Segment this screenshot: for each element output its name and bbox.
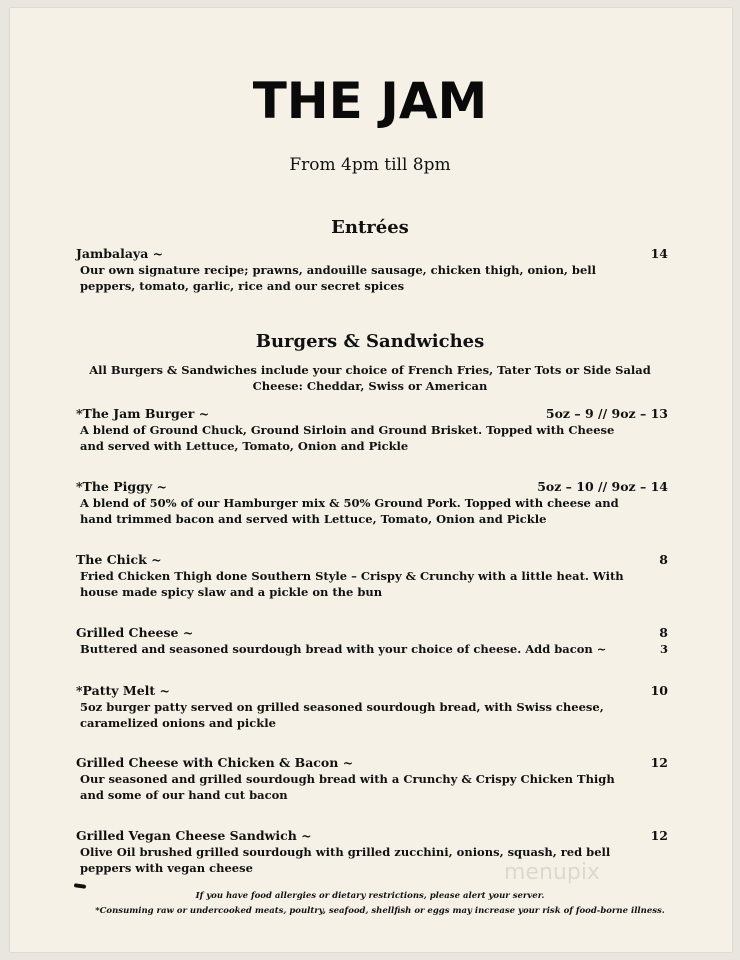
item-price: 5oz – 9 // 9oz – 13 — [545, 406, 668, 421]
item-name: Grilled Vegan Cheese Sandwich ~ — [76, 828, 312, 843]
burgers-heading: Burgers & Sandwiches — [255, 331, 485, 352]
burgers-note-sides: All Burgers & Sandwiches include your choice of French Fries, Tater Tots or Side Salad — [89, 363, 651, 377]
item-description: 5oz burger patty served on grilled seasoned sourdough bread, with Swiss cheese, caramelized onions and pickle — [80, 700, 604, 730]
item-price: 8 — [659, 552, 668, 567]
menu-item-piggy — [76, 478, 668, 527]
item-price: 8 — [659, 625, 668, 640]
item-name: Jambalaya ~ — [76, 246, 164, 261]
menu-hours: From 4pm till 8pm — [289, 155, 451, 175]
watermark: menupix — [504, 860, 600, 885]
item-name: Grilled Cheese with Chicken & Bacon ~ — [76, 755, 354, 770]
item-description: Fried Chicken Thigh done Southern Style – Crispy & Crunchy with a little heat. With house made spicy slaw and a pickle on the bun — [80, 569, 624, 599]
entrees-heading: Entrées — [331, 217, 409, 238]
item-name: Grilled Cheese ~ — [76, 625, 194, 640]
item-name: The Chick ~ — [76, 552, 162, 567]
item-name: *Patty Melt ~ — [76, 683, 171, 698]
item-description-row — [76, 641, 668, 657]
item-description: A blend of Ground Chuck, Ground Sirloin and Ground Brisket. Topped with Cheese and served with Lettuce, Tomato, Onion and Pickle — [80, 423, 615, 453]
menu-item-chick — [76, 551, 668, 600]
item-description: Our seasoned and grilled sourdough bread with a Crunchy & Crispy Chicken Thigh and some of our hand cut bacon — [80, 772, 615, 802]
item-price: 5oz – 10 // 9oz – 14 — [537, 479, 668, 494]
item-description: Our own signature recipe; prawns, andouille sausage, chicken thigh, onion, bell peppers, tomato, garlic, rice and our secret spices — [80, 263, 597, 293]
menu-item-grilled-cheese-chicken-bacon — [76, 754, 668, 803]
burgers-note-cheese: Cheese: Cheddar, Swiss or American — [252, 379, 488, 393]
item-name: *The Piggy ~ — [76, 479, 167, 494]
menu-item-jambalaya — [76, 245, 668, 294]
item-description: Olive Oil brushed grilled sourdough with grilled zucchini, onions, squash, red bell peppers with vegan cheese — [80, 845, 611, 875]
item-description: Buttered and seasoned sourdough bread with your choice of cheese. Add bacon ~ — [80, 642, 607, 656]
item-price: 12 — [650, 828, 668, 843]
item-price: 10 — [650, 683, 668, 698]
menu-item-jam-burger — [76, 405, 668, 454]
addon-price: 3 — [659, 642, 668, 656]
item-price: 12 — [650, 755, 668, 770]
item-name: *The Jam Burger ~ — [76, 406, 210, 421]
menu-item-patty-melt — [76, 682, 668, 731]
consumption-warning: *Consuming raw or undercooked meats, poultry, seafood, shellfish or eggs may increase your risk of food-borne illness. — [95, 906, 665, 916]
menu-item-grilled-cheese — [76, 624, 668, 657]
menu-title: THE JAM — [252, 72, 488, 130]
allergy-notice: If you have food allergies or dietary restrictions, please alert your server. — [195, 891, 545, 901]
item-price: 14 — [650, 246, 668, 261]
item-description: A blend of 50% of our Hamburger mix & 50% Ground Pork. Topped with cheese and hand trimmed bacon and served with Lettuce, Tomato, Onion and Pickle — [80, 496, 619, 526]
